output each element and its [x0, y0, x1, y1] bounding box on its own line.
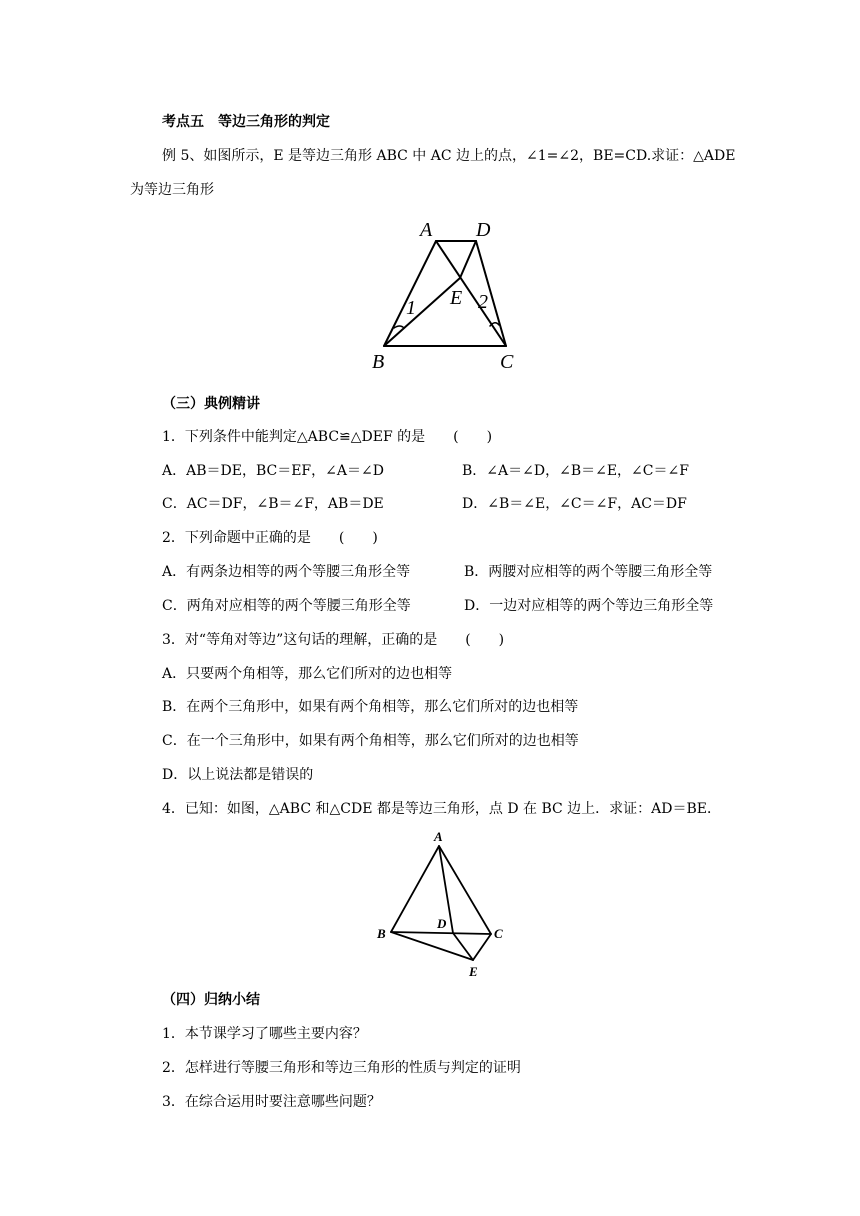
summary-item-1: 1．本节课学习了哪些主要内容？: [162, 1026, 367, 1042]
q3-option-c: C．在一个三角形中，如果有两个角相等，那么它们所对的边也相等: [162, 733, 579, 749]
q4-stem: 4．已知：如图，△ABC 和△CDE 都是等边三角形，点 D 在 BC 边上．求证：AD＝BE．: [162, 801, 721, 817]
q2-option-d: D．一边对应相等的两个等边三角形全等: [464, 598, 714, 614]
section5-heading: 考点五 等边三角形的判定: [162, 114, 330, 130]
q3-option-b: B．在两个三角形中，如果有两个角相等，那么它们所对的边也相等: [162, 699, 579, 715]
q3-option-d: D．以上说法都是错误的: [162, 767, 314, 783]
segment-bc: [391, 932, 491, 934]
q1-option-d: D．∠B＝∠E，∠C＝∠F，AC＝DF: [462, 496, 687, 512]
summary-item-3: 3．在综合运用时要注意哪些问题？: [162, 1094, 381, 1110]
label-d: D: [437, 916, 447, 931]
angle-arc-1: [394, 326, 404, 328]
label-c: C: [500, 351, 514, 373]
q2-stem: 2．下列命题中正确的是 ( ): [162, 530, 378, 546]
q3-stem: 3．对“等角对等边”这句话的理解，正确的是 ( ): [162, 632, 505, 648]
segment-de: [460, 241, 476, 278]
segment-ab: [391, 846, 439, 932]
label-e: E: [450, 287, 463, 309]
example5-text-line1: 例 5、如图所示，E 是等边三角形 ABC 中 AC 边上的点，∠1=∠2，BE=CD.求证：△ADE: [162, 148, 736, 164]
label-b: B: [372, 351, 385, 373]
q1-option-c: C．AC＝DF，∠B＝∠F，AB＝DE: [162, 496, 384, 512]
segment-ce: [473, 934, 491, 960]
q1-option-a: A．AB＝DE，BC＝EF，∠A＝∠D: [162, 463, 384, 479]
label-a: A: [420, 219, 433, 241]
segment-ab: [384, 241, 436, 346]
q2-option-a: A．有两条边相等的两个等腰三角形全等: [162, 564, 411, 580]
section4-heading: （四）归纳小结: [162, 992, 260, 1008]
q1-option-b: B．∠A＝∠D，∠B＝∠E，∠C＝∠F: [462, 463, 689, 479]
label-e: E: [469, 964, 478, 979]
figure-example5-diagram: [366, 216, 526, 376]
segment-be: [391, 932, 473, 960]
section3-heading: （三）典例精讲: [162, 396, 260, 412]
label-d: D: [476, 219, 491, 241]
segment-ac: [436, 241, 506, 346]
segment-be: [384, 278, 463, 346]
example5-text-line2: 为等边三角形: [130, 182, 214, 198]
q1-stem: 1．下列条件中能判定△ABC≌△DEF 的是 ( ): [162, 429, 493, 445]
label-b: B: [377, 926, 386, 941]
label-a: A: [434, 829, 443, 844]
summary-item-2: 2．怎样进行等腰三角形和等边三角形的性质与判定的证明: [162, 1060, 521, 1076]
figure-q4-diagram: [370, 826, 520, 986]
q3-option-a: A．只要两个角相等，那么它们所对的边也相等: [162, 666, 453, 682]
q2-option-b: B．两腰对应相等的两个等腰三角形全等: [464, 564, 713, 580]
label-angle-2: 2: [478, 291, 488, 313]
q2-option-c: C．两角对应相等的两个等腰三角形全等: [162, 598, 411, 614]
label-c: C: [494, 926, 503, 941]
label-angle-1: 1: [406, 297, 416, 319]
